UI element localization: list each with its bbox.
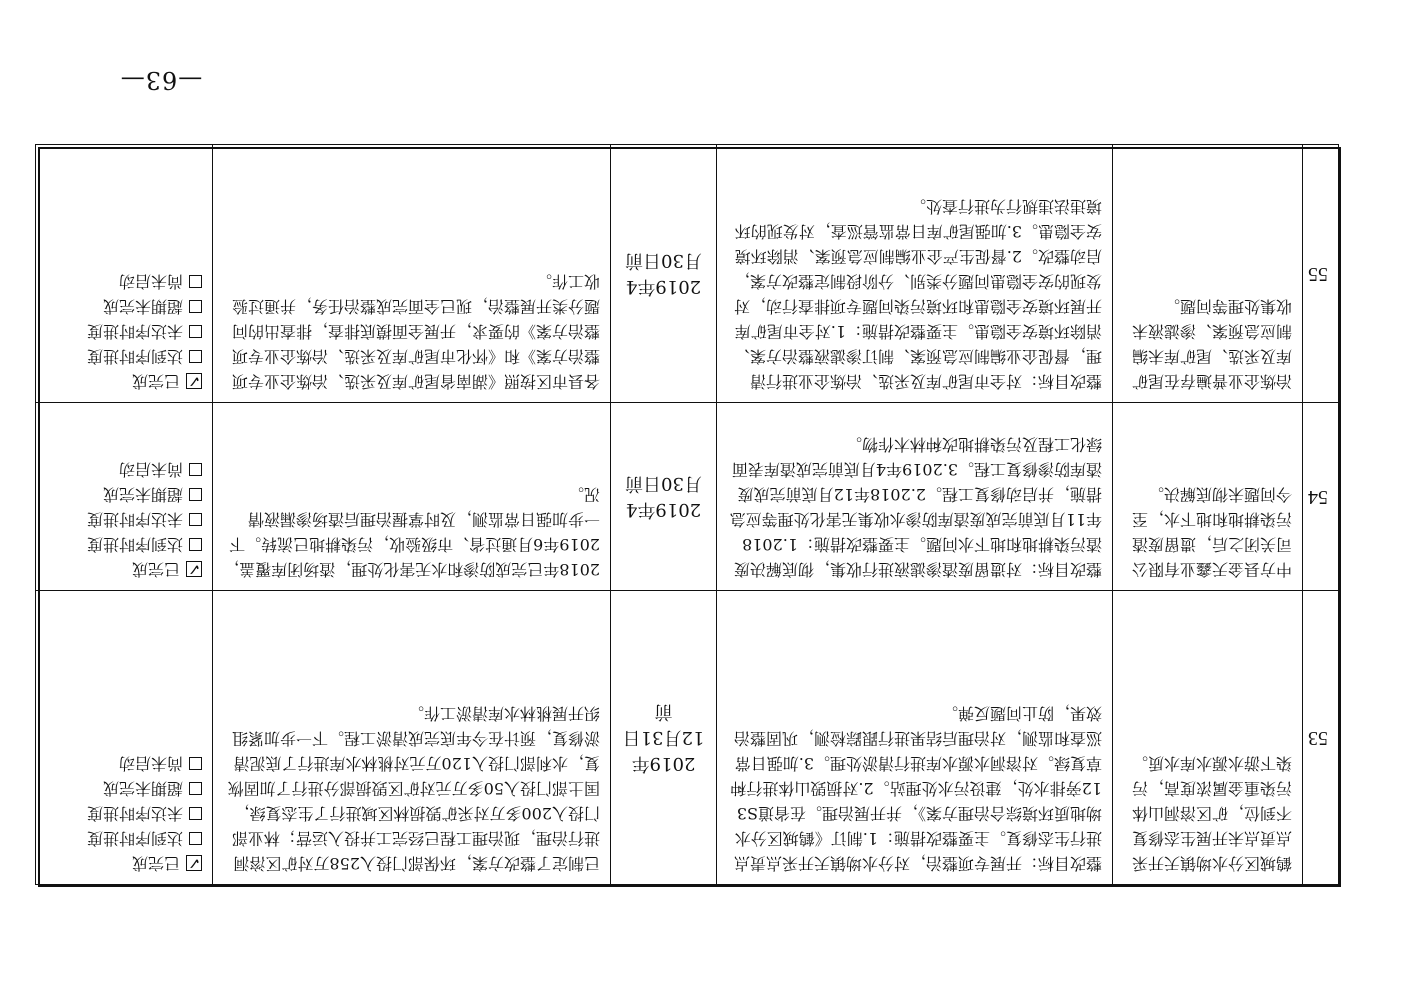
status-label: 达到序时进度 (86, 829, 183, 848)
table-body (35, 144, 1339, 885)
status-option (46, 294, 202, 319)
checkbox-icon (189, 538, 202, 551)
status-label: 超期未完成 (102, 297, 183, 316)
status-label: 已完成 (131, 560, 180, 579)
table-row (36, 591, 1339, 885)
deadline-cell: 2019年4月30日前 (611, 403, 717, 591)
checkbox-icon (189, 325, 202, 338)
status-cell (36, 403, 213, 591)
row-number: 54 (1303, 403, 1339, 591)
status-option (46, 319, 202, 344)
status-label: 未达序时进度 (86, 804, 183, 823)
page-number: —63— (119, 66, 203, 94)
status-label: 已完成 (131, 372, 180, 391)
checkbox-icon (189, 832, 202, 845)
progress-text: 2018年已完成防渗和水无害化处理，渣场闭库覆盖，2019年6月通过省、市级验收，污染耕地已流转。下一步加强日常监测，及时掌握治理后渣场渗漏液情况。 (223, 485, 600, 579)
checkbox-icon (189, 488, 202, 501)
table-row (36, 145, 1339, 403)
status-option (46, 776, 202, 801)
progress-cell (213, 145, 611, 403)
checkbox-icon (189, 807, 202, 820)
status-option (46, 557, 202, 582)
status-option (46, 344, 202, 369)
problem-cell (1113, 403, 1303, 591)
problem-text: 中方县金天鑫业有限公司关闭之后，遗留废渣污染耕地和地下水，至今问题未彻底解决。 (1131, 485, 1292, 579)
checked-box-icon (186, 856, 202, 872)
status-option (46, 507, 202, 532)
checkbox-icon (189, 300, 202, 313)
target-cell (717, 591, 1113, 885)
table-row (36, 403, 1339, 591)
checked-box-icon (186, 374, 202, 390)
status-label: 达到序时进度 (86, 535, 183, 554)
deadline-cell: 2019年12月31日前 (611, 591, 717, 885)
checkbox-icon (189, 275, 202, 288)
progress-cell (213, 591, 611, 885)
target-text: 整改目标：对遗留废渣渗滤液进行收集，彻底解决废渣污染耕地和地下水问题。主要整改措施：1.2018年11月底前完成废渣库防渗水收集无害化处理等应急措施，并启动修复工程。2.2018年12月底前完成废渣库防渗修复工程。3.2019年4月底前完成渣库表面绿化工程及污染耕地改种林木作物。 (729, 435, 1102, 579)
status-option (46, 532, 202, 557)
target-text: 整改目标：对全市尾矿库及采选、冶炼企业进行清理，督促企业编制应急预案、制订渗滤液整治方案、消除环境安全隐患。主要整改措施：1.对全市尾矿库开展环境安全隐患和环境污染问题专项排查行动，对发现的安全隐患问题分类别、分阶段制定整改方案，启动整改。2.督促生产企业编制应急预案、消除环境安全隐患。3.加强尾矿库日常监管巡查，对发现的环境违法违规行为进行查处。 (733, 197, 1102, 391)
status-label: 超期未完成 (102, 779, 183, 798)
problem-cell (1113, 145, 1303, 403)
problem-text: 鹤城区分水坳镇天开采点责点未开展生态修复不到位，矿区溶洞山体污染重金属浓度高，污染下游水源水库水质。 (1131, 754, 1292, 873)
status-option (46, 801, 202, 826)
problem-text: 冶炼企业普遍存在尾矿库及采选、尾矿库未编制应急预案、渗滤液未收集处理等问题。 (1131, 297, 1292, 391)
checkbox-icon (189, 757, 202, 770)
progress-text: 已制定了整改方案，环保部门投入258万对矿区溶洞进行治理，现治理工程已经完工并投入运营；林业部门投入200多万对采矿毁损林区域进行了生态复绿，国土部门投入50多万元对矿区毁损部分进行了加固恢复，水利部门投入120万元对桃林水库进行了底泥清淤修复，预计在今年底完成清淤工程。下一步加紧组织开展桃林水库清淤工作。 (227, 704, 600, 873)
status-cell (36, 145, 213, 403)
status-label: 达到序时进度 (86, 347, 183, 366)
checkbox-icon (189, 350, 202, 363)
status-label: 尚未启动 (118, 272, 183, 291)
status-option (46, 751, 202, 776)
status-label: 超期未完成 (102, 485, 183, 504)
status-option (46, 369, 202, 394)
status-label: 已完成 (131, 854, 180, 873)
row-number: 55 (1303, 145, 1339, 403)
target-cell (717, 403, 1113, 591)
status-label: 尚未启动 (118, 460, 183, 479)
status-option (46, 851, 202, 876)
progress-cell (213, 403, 611, 591)
status-cell (36, 591, 213, 885)
row-number: 53 (1303, 591, 1339, 885)
rotated-table-content (40, 149, 1339, 885)
problem-cell (1113, 591, 1303, 885)
checked-box-icon (186, 562, 202, 578)
status-option (46, 482, 202, 507)
checkbox-icon (189, 782, 202, 795)
rectification-table (38, 147, 1341, 887)
progress-text: 各县市区按照《湖南省尾矿库及采选、冶炼企业专项整治方案》和《怀化市尾矿库及采选、冶炼企业专项整治方案》的要求，开展全面摸底排查，排查出的问题分类开展整治，现已全面完成整治任务，并通过验收工作。 (231, 272, 600, 391)
status-label: 未达序时进度 (86, 510, 183, 529)
status-option (46, 826, 202, 851)
status-option (46, 457, 202, 482)
deadline-cell: 2019年4月30日前 (611, 145, 717, 403)
target-cell (717, 145, 1113, 403)
target-text: 整改目标：开展专项整治，对分水坳镇天开采点责点进行生态修复。主要整改措施：1.制订《鹤城区分水坳地质环境综合治理方案》，并开展治理。在省道S312旁排水处，建设污水处理站。2.对损毁山体进行种草复绿。对溶洞水源水库进行清淤处理。3.加强日常巡查和监测，对治理后结果进行跟踪检测，巩固整治效果，防止问题反弹。 (730, 704, 1102, 873)
status-label: 尚未启动 (118, 754, 183, 773)
checkbox-icon (189, 513, 202, 526)
status-label: 未达序时进度 (86, 322, 183, 341)
status-option (46, 269, 202, 294)
checkbox-icon (189, 463, 202, 476)
